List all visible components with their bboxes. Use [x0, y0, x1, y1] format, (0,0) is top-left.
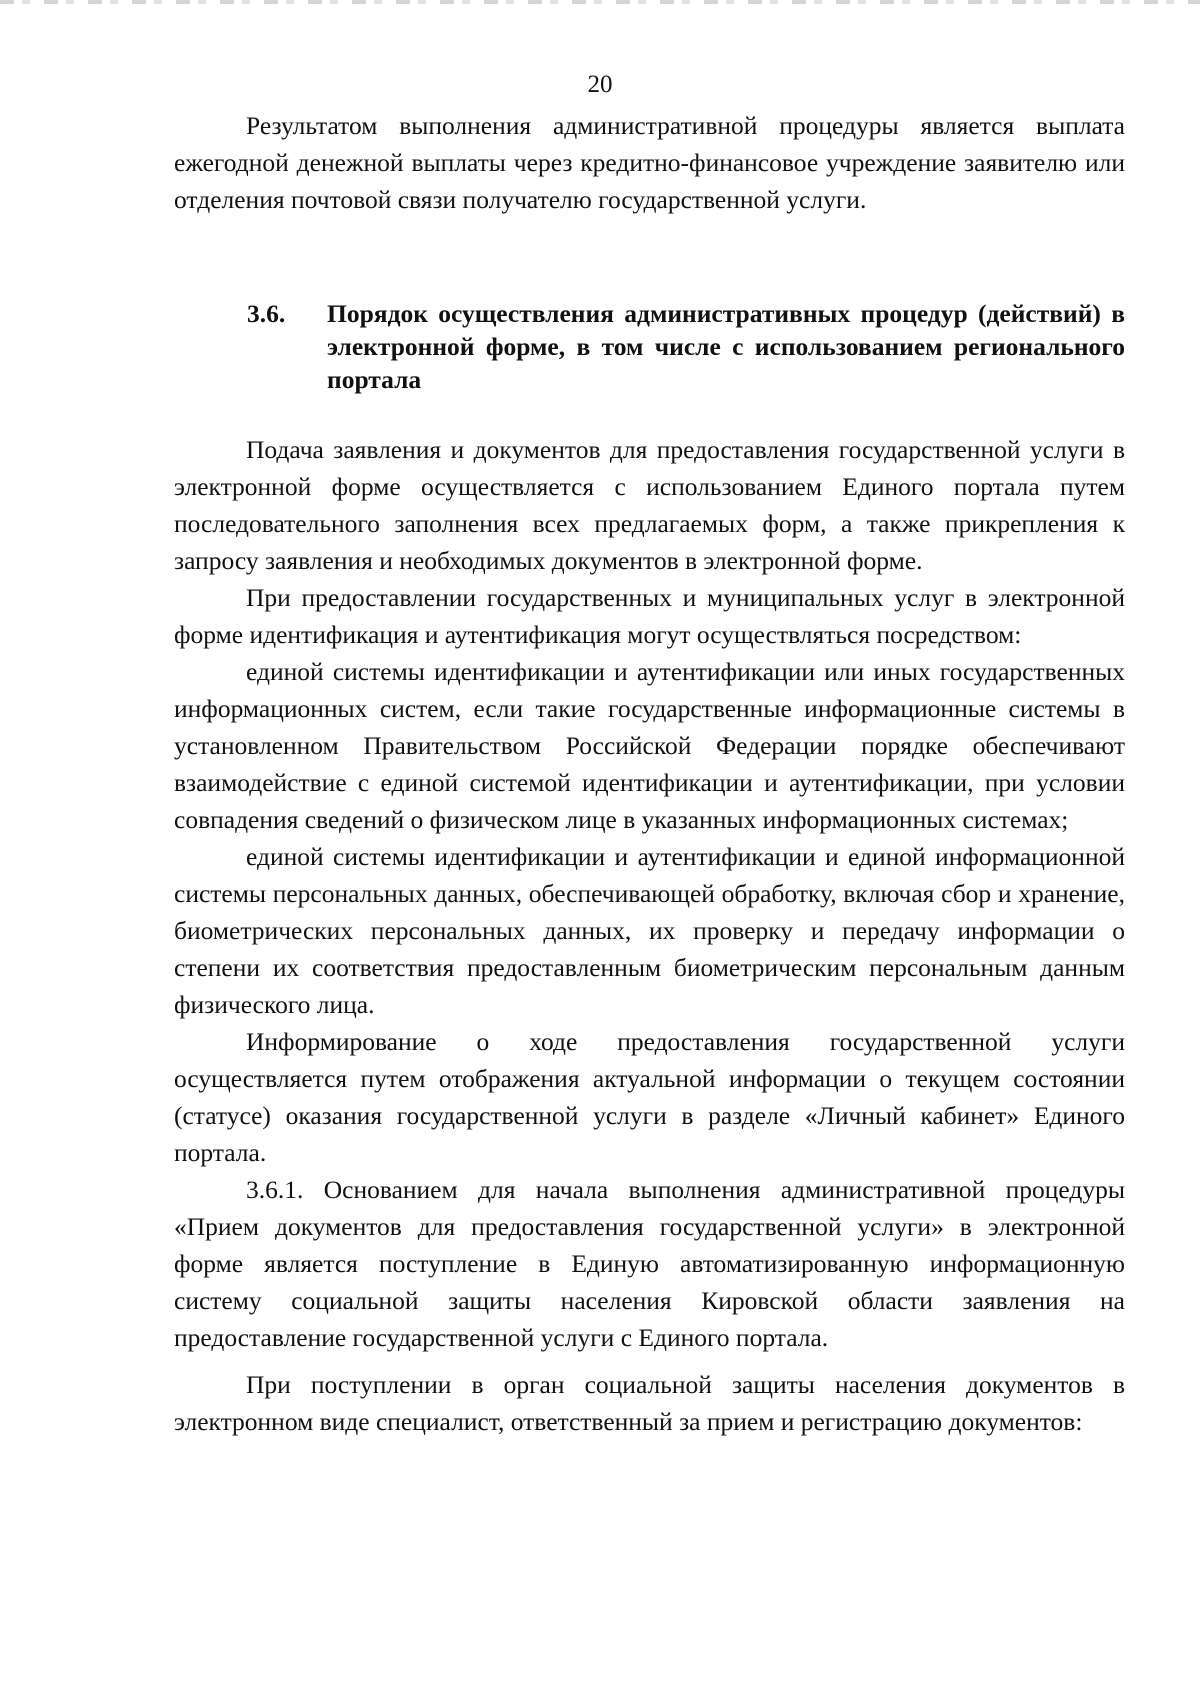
section-number: 3.6.: [247, 299, 286, 328]
page-number: 20: [587, 71, 613, 98]
paragraph-esia: единой системы идентификации и аутентификации или иных государственных информационных систем, если такие государственные информационные системы в установленном Правительством Российской Федерации порядке обеспечивают взаимодействие с единой системой идентификации и аутентификации, при условии совпадения сведений о физическом лице в указанных информационных системах;: [174, 657, 1125, 834]
section-title: Порядок осуществления административных процедур (действий) в электронной форме, в том числе с использованием регионального портала: [327, 299, 1125, 394]
intro-paragraph: Результатом выполнения административной процедуры является выплата ежегодной денежной выплаты через кредитно-финансовое учреждение заявителю или отделения почтовой связи получателю государственной услуги.: [174, 111, 1125, 214]
intro-block: [174, 107, 1125, 218]
paragraph-informing: Информирование о ходе предоставления государственной услуги осуществляется путем отображения актуальной информации о текущем состоянии (статусе) оказания государственной услуги в разделе «Личный кабинет» Единого портала.: [174, 1027, 1125, 1167]
paragraph-identification: При предоставлении государственных и муниципальных услуг в электронной форме идентификация и аутентификация могут осуществляться посредством:: [174, 583, 1125, 649]
paragraph-biometrics: единой системы идентификации и аутентификации и единой информационной системы персональных данных, обеспечивающей обработку, включая сбор и хранение, биометрических персональных данных, их проверку и передачу информации о степени их соответствия предоставленным биометрическим персональным данным физического лица.: [174, 842, 1125, 1019]
body-block: [174, 431, 1125, 1440]
paragraph-electronic-submission: Подача заявления и документов для предоставления государственной услуги в электронной форме осуществляется с использованием Единого портала путем последовательного заполнения всех предлагаемых форм, а также прикрепления к запросу заявления и необходимых документов в электронной форме.: [174, 435, 1125, 575]
section-heading: [247, 297, 1125, 396]
paragraph-receipt: При поступлении в орган социальной защиты населения документов в электронном виде специалист, ответственный за прием и регистрацию документов:: [174, 1370, 1125, 1436]
paragraph-3-6-1: 3.6.1. Основанием для начала выполнения административной процедуры «Прием документов для предоставления государственной услуги» в электронной форме является поступление в Единую автоматизированную информационную систему социальной защиты населения Кировской области заявления на предоставление государственной услуги с Единого портала.: [174, 1175, 1125, 1352]
scan-edge-artifact: [0, 0, 1200, 4]
